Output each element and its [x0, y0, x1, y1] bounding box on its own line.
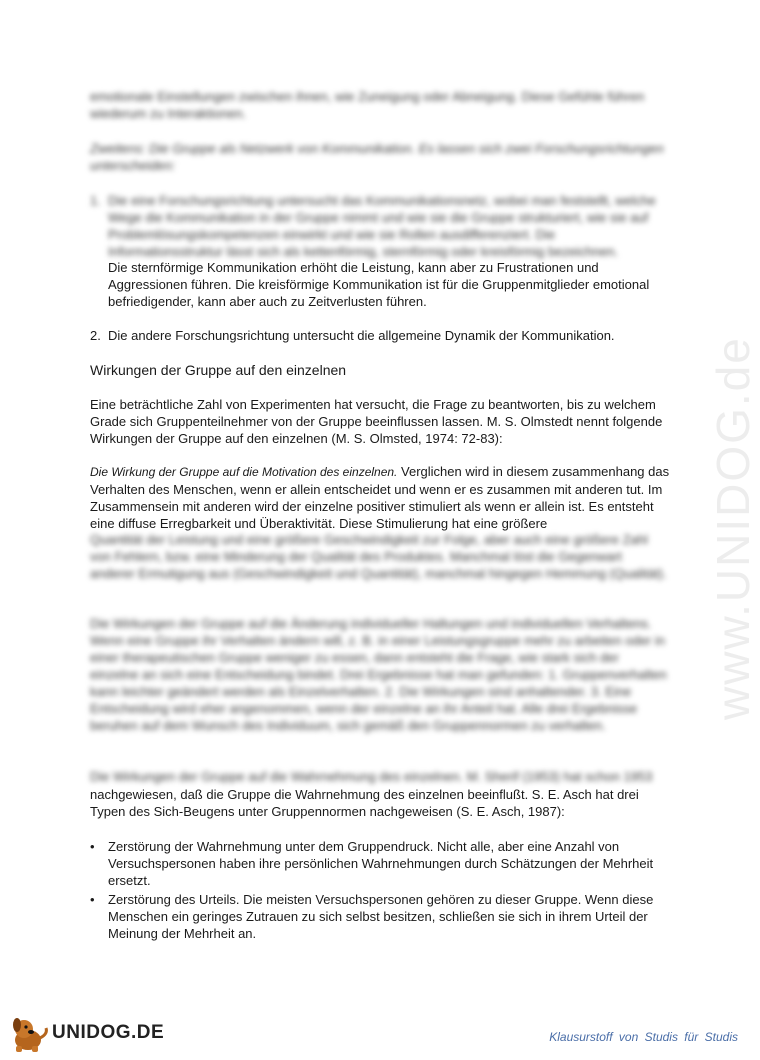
bullet-item-text: Zerstörung der Wahrnehmung unter dem Gruppendruck. Nicht alle, aber eine Anzahl von Versuchspersonen haben ihre persönlichen Wahrnehmungen durch Schätzungen der Mehrheit ersetzt.	[108, 839, 654, 888]
list-item-text: Die andere Forschungsrichtung untersucht die allgemeine Dynamik der Kommunikation.	[108, 328, 615, 343]
blurred-paragraph: Die Wirkungen der Gruppe auf die Wahrnehmung des einzelnen. M. Sherif (1953) hat schon 1953	[90, 769, 653, 784]
motivation-paragraph	[90, 463, 670, 532]
unidog-logo[interactable]	[8, 1016, 165, 1052]
logo-text: UNIDOG.DE	[52, 1022, 165, 1043]
bullet-marker: •	[90, 892, 95, 907]
blurred-paragraph: Die Wirkungen der Gruppe auf die Änderung individueller Haltungen und individuellen Verhaltens. Wenn eine Gruppe ihr Verhalten ändern will, z. B. in einer Leistungsgruppe mehr zu arbeiten oder in einer therapeutischen Gruppe weniger zu essen, dann entsteht die Frage, wie stark sich der einzelne an sich eine Entscheidung bindet. Drei Ergebnisse hat man gefunden: 1. Gruppenverhalten kann leichter geändert werden als Einzelverhalten. 2. Die Wirkungen sind anhaltender. 3. Eine Entscheidung wird eher angenommen, wenn der einzelne an ihr Anteil hat. Alle drei Ergebnisse beruhen auf dem Wunsch des Individuum, sich gemäß den Gruppennormen zu verhalten.	[90, 616, 667, 733]
list-number: 2.	[90, 328, 101, 343]
blurred-paragraph: Quantität der Leistung und eine größere Geschwindigkeit zur Folge, aber auch eine größere Zahl von Fehlern, bzw. eine Minderung der Qualität des Produktes. Manchmal löst die Gegenwart anderer Ermutigung aus (Geschwindigkeit und Quantität), manchmal hingegen Hemmung (Qualität).	[90, 532, 667, 581]
section-heading: Wirkungen der Gruppe auf den einzelnen	[90, 362, 347, 378]
footer-tagline: Klausurstoff von Studis für Studis	[549, 1030, 738, 1044]
bullet-marker: •	[90, 839, 95, 854]
blurred-paragraph: Zweitens: Die Gruppe als Netzwerk von Kommunikation. Es lassen sich zwei Forschungsrichtungen unterscheiden:	[90, 141, 664, 173]
bullet-item-text: Zerstörung des Urteils. Die meisten Versuchspersonen gehören zu dieser Gruppe. Wenn diese Menschen ein geringes Zutrauen zu sich selbst besitzen, schließen sie sich in ihrem Urteil der Meinung der Mehrheit an.	[108, 892, 654, 941]
list-number: 1.	[90, 193, 101, 208]
intro-paragraph: Eine beträchtliche Zahl von Experimenten hat versucht, die Frage zu beantworten, bis zu welchem Grade sich Gruppenteilnehmer von der Gruppe beeinflussen lassen. M. S. Olmstedt nennt folgende Wirkungen der Gruppe auf den einzelnen (M. S. Olmsted, 1974: 72-83):	[90, 397, 663, 446]
watermark: www.UNIDOG.de	[707, 336, 759, 720]
motivation-title: Die Wirkung der Gruppe auf die Motivation des einzelnen.	[90, 465, 398, 479]
blurred-list-text: Die eine Forschungsrichtung untersucht das Kommunikationsnetz, wobei man feststellt, welche Wege die Kommunikation in der Gruppe nimmt und wie sie die Gruppe strukturiert, wie sie auf Problemlösungskompetenzen einwirkt und wie sie Rollen ausdifferenziert. Die Informationsstruktur lässt sich als kettenförmig, sternförmig oder kreisförmig bezeichnen.	[108, 193, 656, 259]
dog-mascot-icon	[8, 1016, 50, 1054]
blurred-paragraph: emotionale Einstellungen zwischen ihnen, wie Zuneigung oder Abneigung. Diese Gefühle führen wiederum zu Interaktionen.	[90, 89, 645, 121]
list-item-text: Die sternförmige Kommunikation erhöht die Leistung, kann aber zu Frustrationen und Aggressionen führen. Die kreisförmige Kommunikation ist für die Gruppenmitglieder emotional befriedigender, kann aber auch zu Zeitverlusten führen.	[108, 260, 650, 309]
motivation-text: Verglichen wird in diesem zusammenhang das Verhalten des Menschen, wenn er allein entscheidet und wenn er es zusammen mit anderen tut. Im Zusammensein mit anderen wird der einzelne positiver stimuliert als wenn er allein ist. Es entsteht eine diffuse Erregbarkeit und Überaktivität. Diese Stimulierung hat eine größere	[90, 464, 670, 531]
wahrnehmung-paragraph: nachgewiesen, daß die Gruppe die Wahrnehmung des einzelnen beeinflußt. S. E. Asch hat drei Typen des Sich-Beugens unter Gruppennormen nachgeweisen (S. E. Asch, 1987):	[90, 787, 639, 819]
